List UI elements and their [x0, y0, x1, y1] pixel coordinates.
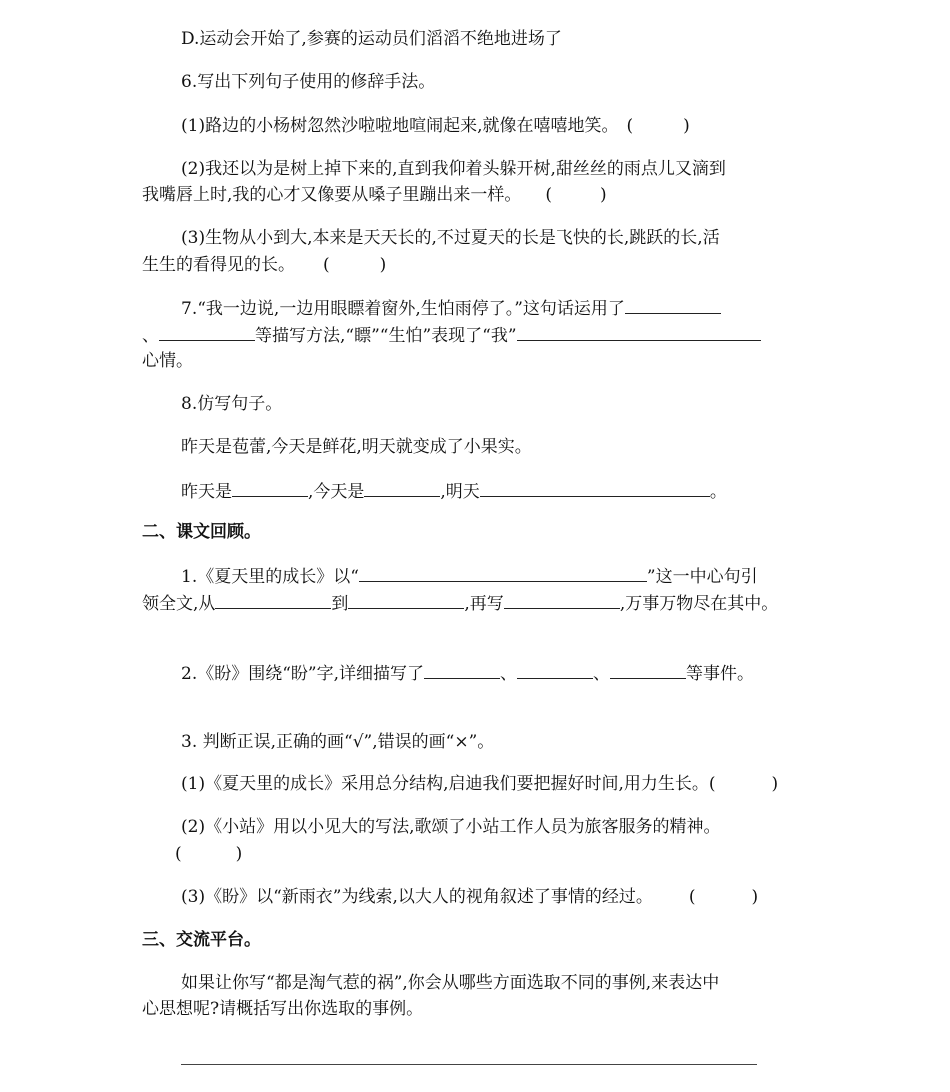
answer-paren-close: )	[771, 774, 779, 794]
q7-sep: 、	[142, 326, 159, 346]
q6-s1-text: (1)路边的小杨树忽然沙啦啦地喧闹起来,就像在嘻嘻地笑。	[181, 116, 619, 136]
q8-p1: 昨天是	[181, 482, 232, 502]
s2-q1b: ”这一中心句引	[646, 567, 758, 587]
answer-paren-open: (	[323, 255, 330, 275]
blank-input[interactable]	[480, 479, 710, 497]
q7-line-1	[181, 296, 721, 320]
s3-prompt-line-2: 心思想呢?请概括写出你选取的事例。	[142, 999, 424, 1019]
blank-input[interactable]	[610, 661, 686, 679]
answer-paren-open: (	[708, 774, 716, 794]
blank-input[interactable]	[359, 564, 647, 582]
s2-sep: 、	[593, 664, 611, 684]
blank-input[interactable]	[348, 591, 464, 609]
s2-q2b: 等事件。	[686, 664, 755, 684]
s2-judge-1	[181, 773, 778, 795]
judge-1-text: (1)《夏天里的成长》采用总分结构,启迪我们要把握好时间,用力生长。	[181, 774, 709, 794]
judge-3-text: (3)《盼》以“新雨衣”为线索,以大人的视角叙述了事情的经过。	[181, 887, 653, 907]
blank-input[interactable]	[517, 661, 593, 679]
blank-input[interactable]	[625, 296, 721, 314]
section-3-title: 三、交流平台。	[142, 930, 261, 950]
q8-p3: ,明天	[440, 482, 480, 502]
answer-paren-open: (	[175, 844, 182, 864]
s2-q1d: 到	[331, 594, 349, 614]
blank-input[interactable]	[364, 479, 440, 497]
blank-input[interactable]	[159, 323, 255, 341]
q8-example: 昨天是苞蕾,今天是鲜花,明天就变成了小果实。	[181, 437, 532, 457]
s2-judge-2: (2)《小站》用以小见大的写法,歌颂了小站工作人员为旅客服务的精神。	[181, 817, 721, 837]
q7-text-b: 等描写方法,“瞟”“生怕”表现了“我”	[255, 326, 517, 346]
section-2-title: 二、课文回顾。	[142, 522, 261, 542]
q6-sentence-3b	[142, 254, 386, 276]
s2-q1e: ,再写	[464, 594, 504, 614]
answer-paren-open: (	[626, 116, 634, 136]
s3-prompt-line-1: 如果让你写“都是淘气惹的祸”,你会从哪些方面选取不同的事例,来表达中	[181, 973, 720, 993]
s2-q2a: 2.《盼》围绕“盼”字,详细描写了	[181, 664, 425, 684]
s2-q1-line-1	[181, 564, 758, 588]
q8-p4: 。	[709, 482, 727, 502]
answer-paren-open: (	[545, 185, 553, 205]
q7-line-2	[142, 323, 761, 347]
q6-s2b-text: 我嘴唇上时,我的心才又像要从嗓子里蹦出来一样。	[142, 185, 522, 205]
s2-q1a: 1.《夏天里的成长》以“	[181, 567, 359, 587]
option-d: D.运动会开始了,参赛的运动员们滔滔不绝地进场了	[181, 29, 562, 49]
s2-q1c: 领全文,从	[142, 594, 216, 614]
s2-q2	[181, 661, 754, 685]
answer-paren-close: )	[683, 116, 690, 136]
q8-title: 8.仿写句子。	[181, 394, 283, 414]
q6-sentence-2a: (2)我还以为是树上掉下来的,直到我仰着头躲开树,甜丝丝的雨点儿又滴到	[181, 159, 726, 179]
blank-input[interactable]	[424, 661, 500, 679]
s2-q1-line-2	[142, 591, 778, 615]
answer-paren-close: )	[600, 185, 607, 205]
blank-input[interactable]	[504, 591, 620, 609]
blank-input[interactable]	[215, 591, 331, 609]
blank-input[interactable]	[232, 479, 308, 497]
s2-sep: 、	[500, 664, 518, 684]
q7-text-a: 7.“我一边说,一边用眼瞟着窗外,生怕雨停了。”这句话运用了	[181, 299, 625, 319]
answer-paren-open: (	[688, 887, 696, 907]
q7-line-3: 心情。	[142, 351, 193, 371]
q6-sentence-3a: (3)生物从小到大,本来是天天长的,不过夏天的长是飞快的长,跳跃的长,活	[181, 228, 720, 248]
q6-sentence-1	[181, 115, 690, 137]
q8-imitation	[181, 479, 727, 503]
s2-judge-3	[181, 886, 758, 908]
answer-paren-close: )	[751, 887, 759, 907]
q6-sentence-2b	[142, 184, 607, 206]
q8-p2: ,今天是	[308, 482, 365, 502]
s2-judge-2-answer	[175, 843, 242, 865]
q6-s3b-text: 生生的看得见的长。	[142, 255, 295, 275]
s2-q3-title: 3. 判断正误,正确的画“√”,错误的画“×”。	[181, 732, 495, 752]
answer-paren-close: )	[235, 844, 243, 864]
blank-input[interactable]	[517, 323, 761, 341]
s2-q1f: ,万事万物尽在其中。	[619, 594, 779, 614]
answer-paren-close: )	[379, 255, 387, 275]
answer-line[interactable]	[181, 1064, 757, 1065]
q6-title: 6.写出下列句子使用的修辞手法。	[181, 72, 436, 92]
